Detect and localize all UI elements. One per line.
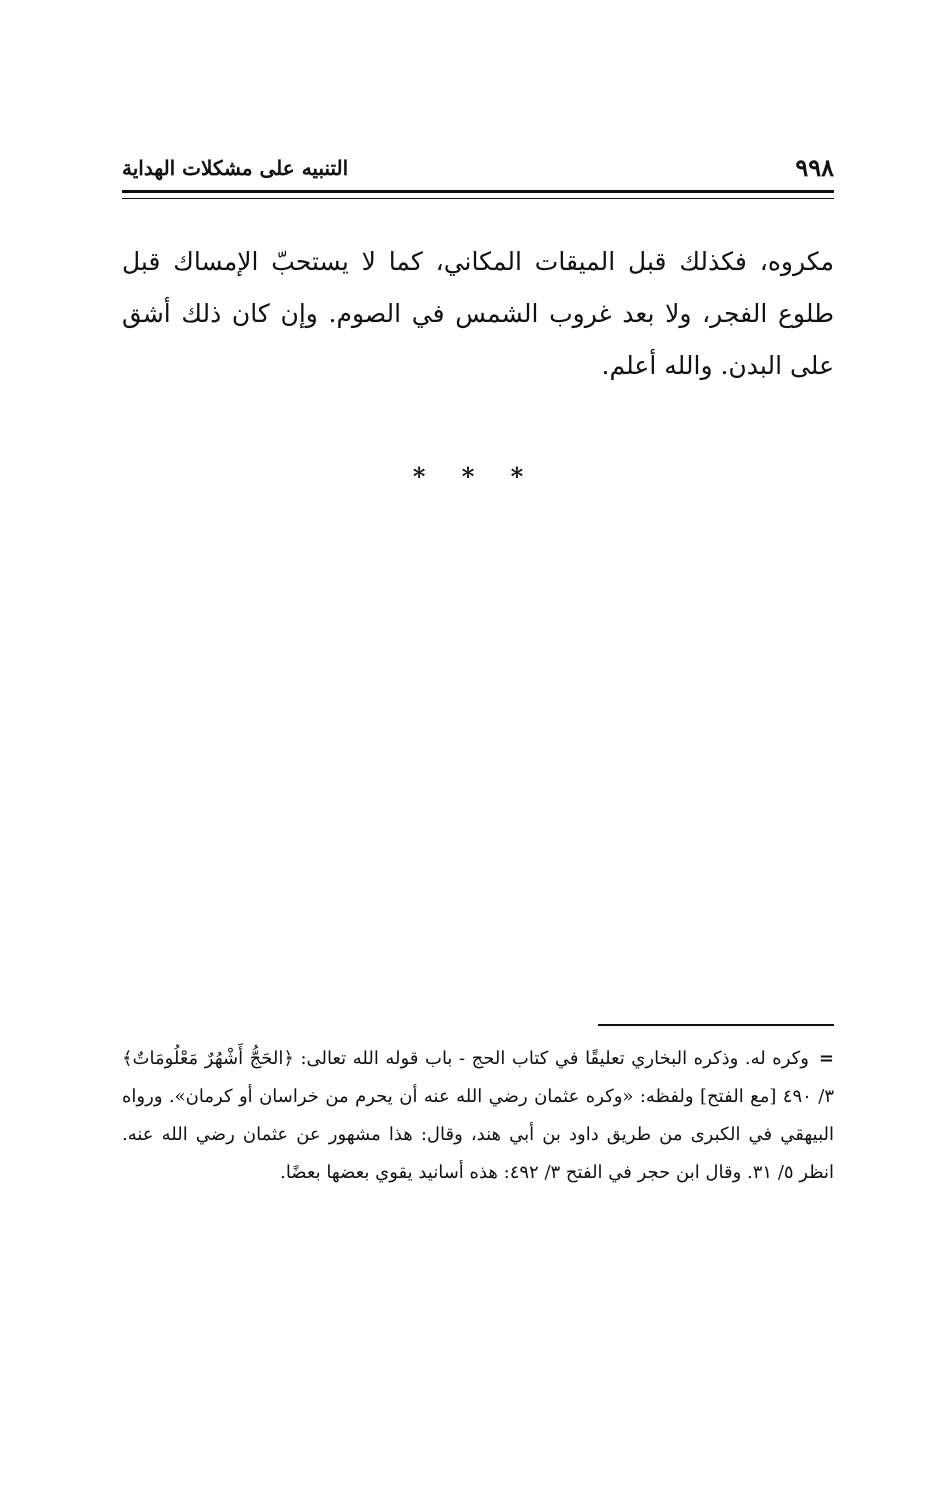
page-header <box>122 150 834 186</box>
footnote-rule <box>598 1024 834 1026</box>
footnote <box>122 1040 834 1192</box>
footnote-paragraph <box>122 1040 834 1192</box>
footnote-text: وكره له. وذكره البخاري تعليقًا في كتاب الحج - باب قوله الله تعالى: ﴿الحَجُّ أَشْهُرٌ مَعْلُومَاتٌ﴾ ٣/ ٤٩٠ [مع الفتح] ولفظه: «وكره عثمان رضي الله عنه أن يحرم من خراسان أو كرمان». ورواه البيهقي في الكبرى من طريق داود بن أبي هند، وقال: هذا مشهور عن عثمان رضي الله عنه. انظر ٥/ ٣١. وقال ابن حجر في الفتح ٣/ ٤٩٢: هذه أسانيد يقوي بعضها بعضًا. <box>122 1048 834 1183</box>
header-rule-thin <box>122 198 834 199</box>
main-text <box>122 236 834 392</box>
main-paragraph: مكروه، فكذلك قبل الميقات المكاني، كما لا يستحبّ الإمساك قبل طلوع الفجر، ولا بعد غروب الشمس في الصوم. وإن كان ذلك أشق على البدن. والله أعلم. <box>122 247 834 380</box>
section-separator: * * * <box>412 462 538 491</box>
running-title: التنبيه على مشكلات الهداية <box>122 156 349 180</box>
footnote-continuation-mark: = <box>818 1048 834 1069</box>
page-number: ٩٩٨ <box>795 153 834 182</box>
header-rule-thick <box>122 190 834 193</box>
